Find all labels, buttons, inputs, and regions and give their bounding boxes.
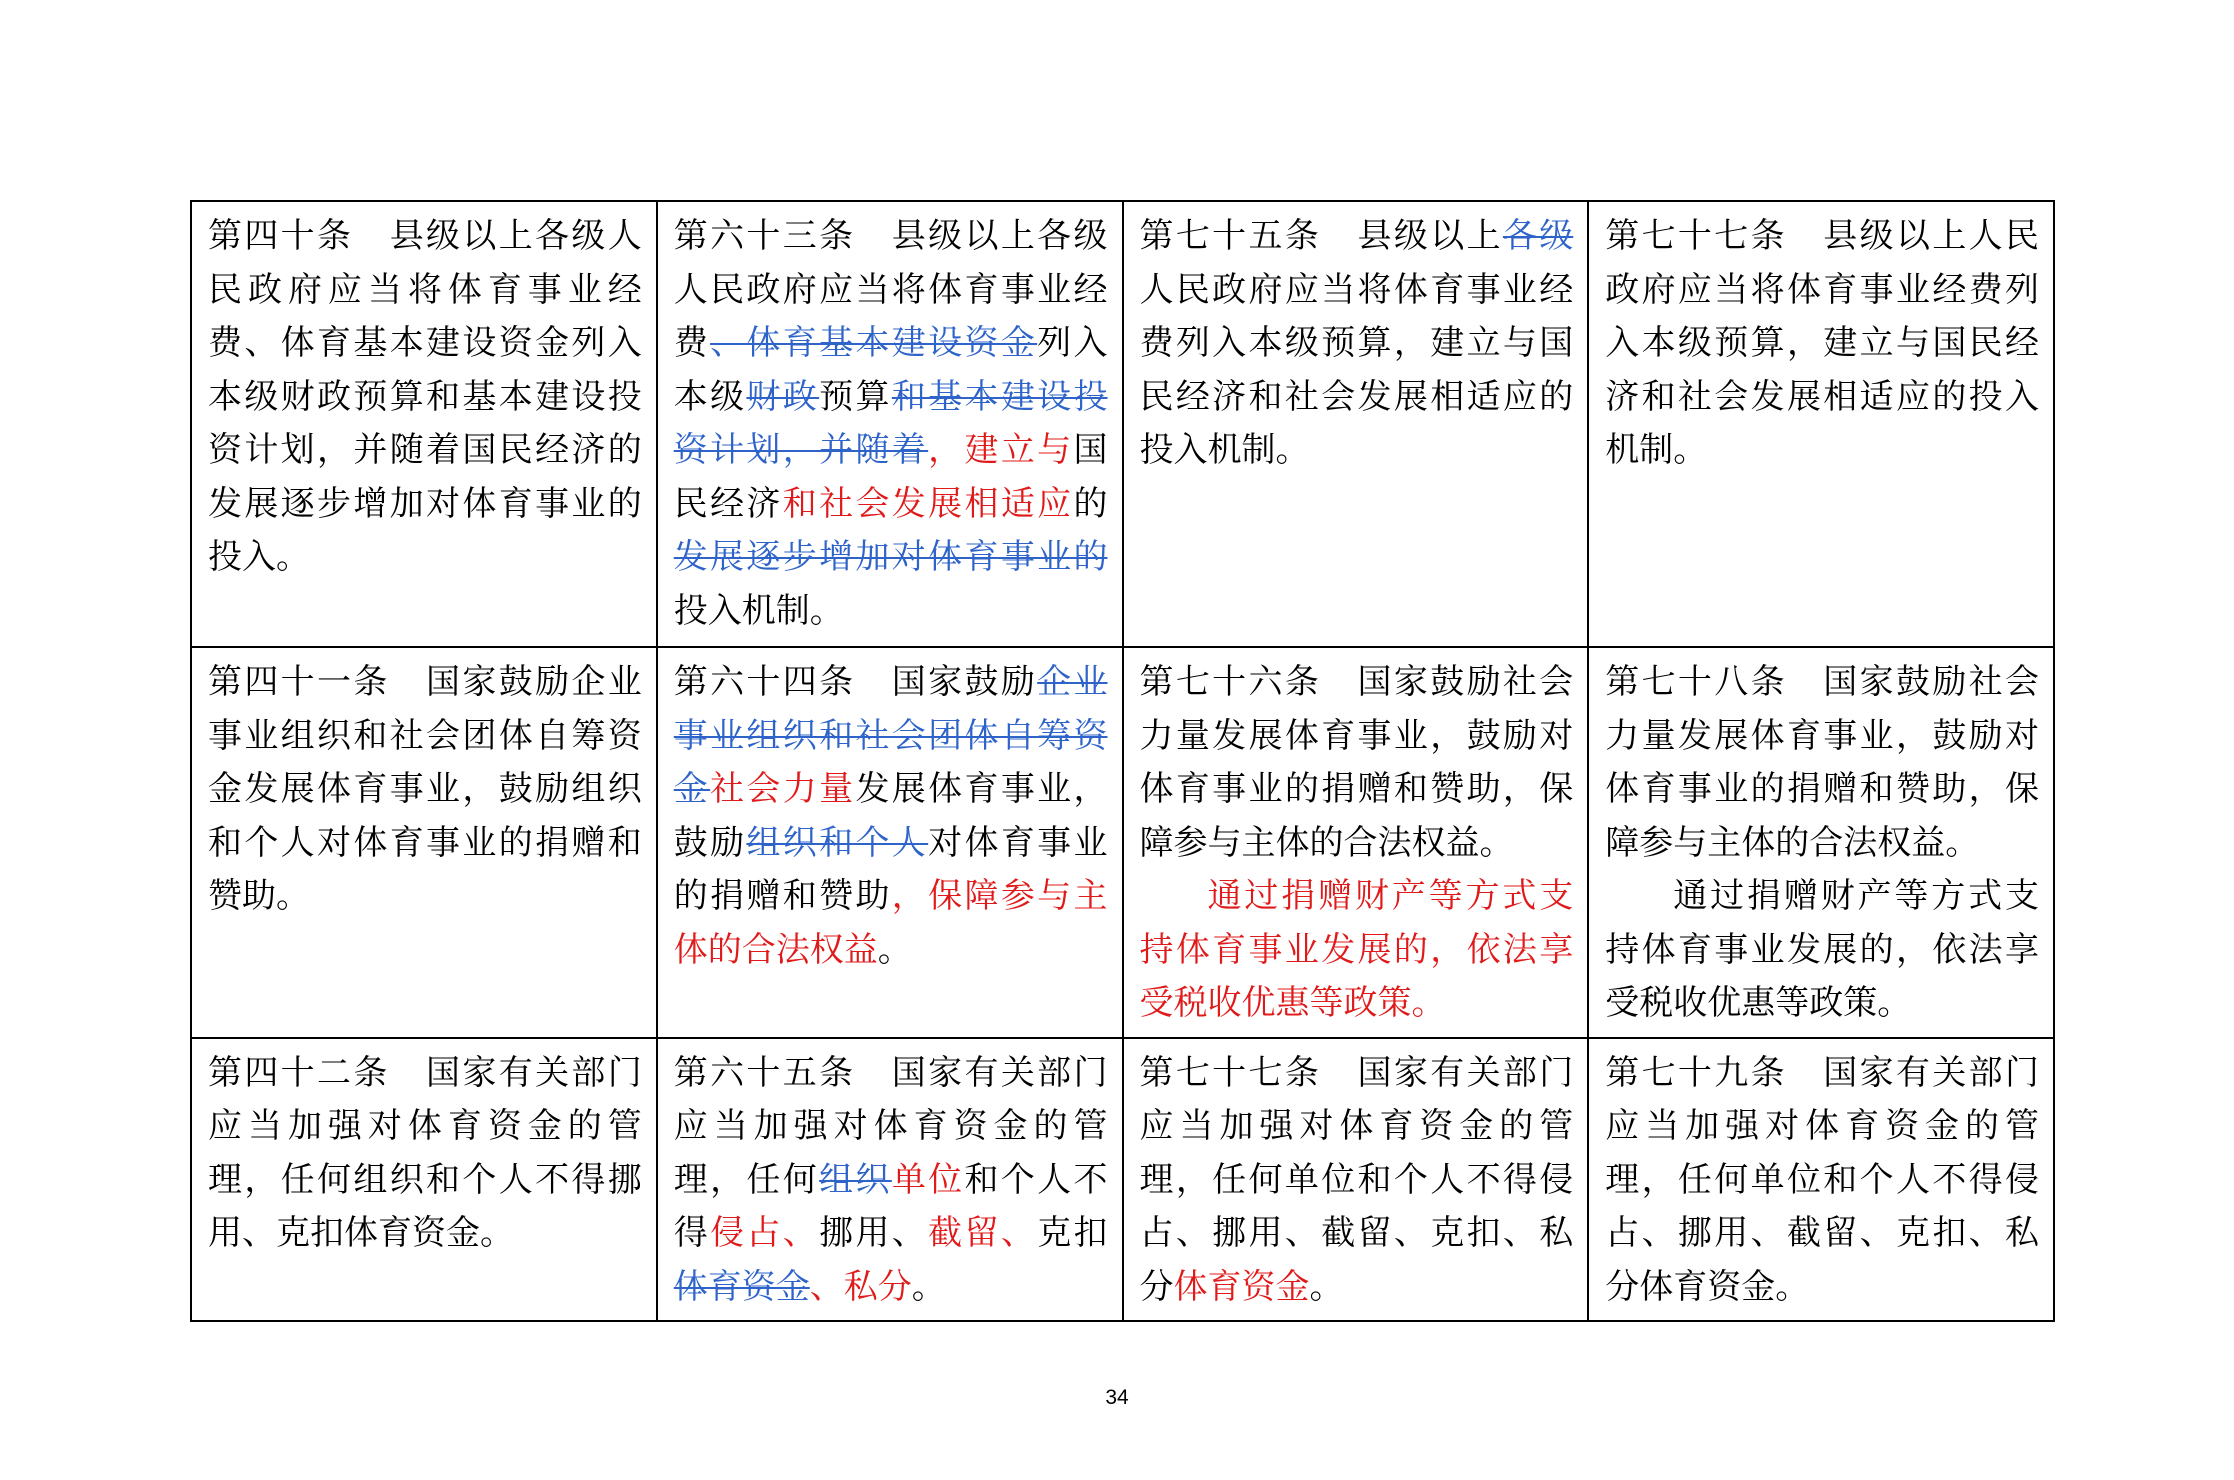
article-text: 。: [911, 1266, 946, 1307]
cell-paragraph: [208, 656, 642, 924]
deleted-text: 财政: [746, 376, 820, 417]
cell-final-article-77: [1588, 201, 2054, 647]
article-text: 第七十七条 国家有关部门应当加强对体育资金的管理，任何单位和个人不得侵占、挪用、截留、克扣、私分: [1139, 1052, 1574, 1307]
inserted-text: ，建立与: [928, 430, 1074, 470]
article-text: 对体育事业的捐赠和赞助: [673, 822, 1108, 916]
article-text: 投入机制。: [673, 590, 844, 631]
article-text: 第七十七条 县级以上人民政府应当将体育事业经费列入本级预算，建立与国民经济和社会发展相适应的投入机制。: [1605, 216, 2039, 470]
cell-draft-article-65: [657, 1038, 1123, 1322]
cell-paragraph: [208, 1047, 642, 1261]
cell-paragraph: [1140, 210, 1574, 478]
cell-original-article-42: [191, 1038, 657, 1322]
cell-paragraph: [1605, 1047, 2039, 1315]
deleted-text: 组织和个人: [746, 822, 929, 863]
inserted-text: 体育资金: [1173, 1266, 1310, 1307]
article-text: 第七十九条 国家有关部门应当加强对体育资金的管理，任何单位和个人不得侵占、挪用、截留、克扣、私分体育资金。: [1605, 1052, 2039, 1307]
cell-revision-article-75: [1123, 201, 1589, 647]
inserted-text: 社会力量: [710, 769, 856, 809]
cell-original-article-41: [191, 647, 657, 1038]
article-text: 。: [877, 929, 912, 970]
deleted-text: 发展逐步增加对体育事业的: [673, 537, 1108, 577]
article-text: 通过捐赠财产等方式支持体育事业发展的，依法享受税收优惠等政策。: [1605, 876, 2039, 1023]
article-text: 第七十六条 国家鼓励社会力量发展体育事业，鼓励对体育事业的捐赠和赞助，保障参与主体的合法权益。: [1139, 662, 1574, 863]
article-text: 。: [1309, 1266, 1344, 1307]
table-row: [191, 647, 2054, 1038]
cell-revision-article-76: [1123, 647, 1589, 1038]
article-text: 发展体育事业，鼓励: [673, 769, 1108, 863]
cell-paragraph: [674, 1047, 1108, 1315]
article-text: 第四十一条 国家鼓励企业事业组织和社会团体自筹资金发展体育事业，鼓励组织和个人对体育事业的捐赠和赞助。: [208, 662, 642, 916]
deleted-text: 和基本建设投资计划，并随着: [673, 376, 1108, 470]
inserted-text: 和社会发展相适应: [782, 483, 1074, 524]
cell-paragraph: [674, 656, 1108, 977]
article-text: 第四十二条 国家有关部门应当加强对体育资金的管理，任何组织和个人不得挪用、克扣体育资金。: [208, 1052, 642, 1253]
cell-original-article-40: [191, 201, 657, 647]
deleted-text: 各级: [1502, 216, 1574, 256]
article-text: 国民经济: [673, 430, 1108, 524]
article-text: 人民政府应当将体育事业经费列入本级预算，建立与国民经济和社会发展相适应的投入机制。: [1139, 269, 1574, 470]
cell-paragraph: [1605, 870, 2039, 1031]
table-row: [191, 1038, 2054, 1322]
cell-paragraph: [208, 210, 642, 585]
cell-paragraph: [1140, 656, 1574, 870]
article-text: 第七十八条 国家鼓励社会力量发展体育事业，鼓励对体育事业的捐赠和赞助，保障参与主体的合法权益。: [1605, 662, 2039, 863]
deleted-text: 企业事业组织和社会团体自筹资金: [673, 662, 1108, 809]
cell-paragraph: [1605, 210, 2039, 478]
inserted-text: 、私分: [809, 1266, 912, 1307]
article-text: 第六十五条 国家有关部门应当加强对体育资金的管理，任何: [673, 1052, 1108, 1200]
deleted-text: 、体育基本建设资金: [710, 323, 1038, 363]
article-text: 克扣: [1037, 1213, 1108, 1253]
article-text: 预算: [819, 376, 892, 417]
inserted-text: 单位: [891, 1159, 965, 1200]
article-text: 第四十条 县级以上各级人民政府应当将体育事业经费、体育基本建设资金列入本级财政预算和基本建设投资计划，并随着国民经济的发展逐步增加对体育事业的投入。: [208, 216, 642, 577]
page-number: 34: [1105, 1386, 1129, 1409]
inserted-text: 截留、: [928, 1213, 1038, 1253]
table-row: [191, 201, 2054, 647]
article-text: 第六十四条 国家鼓励: [673, 662, 1038, 702]
inserted-text: 侵占、: [710, 1213, 820, 1253]
article-text: 的: [1073, 483, 1108, 524]
cell-final-article-79: [1588, 1038, 2054, 1322]
article-text: 列入本级: [673, 323, 1108, 417]
article-text: 挪用、: [819, 1213, 929, 1253]
article-text: 和个人不得: [673, 1159, 1108, 1253]
cell-paragraph: [674, 210, 1108, 638]
cell-draft-article-63: [657, 201, 1123, 647]
cell-draft-article-64: [657, 647, 1123, 1038]
cell-paragraph: [1140, 1047, 1574, 1315]
cell-paragraph: [1605, 656, 2039, 870]
deleted-text: 体育资金: [673, 1266, 810, 1307]
deleted-text: 组织: [819, 1159, 892, 1200]
article-text: 第六十三条 县级以上各级人民政府应当将体育事业经费: [673, 216, 1108, 363]
article-text: 第七十五条 县级以上: [1139, 216, 1503, 256]
comparison-table: [190, 200, 2055, 1322]
cell-final-article-78: [1588, 647, 2054, 1038]
cell-revision-article-77: [1123, 1038, 1589, 1322]
cell-paragraph: [1140, 870, 1574, 1031]
inserted-text: ，保障参与主体的合法权益: [673, 876, 1108, 970]
inserted-text: 通过捐赠财产等方式支持体育事业发展的，依法享受税收优惠等政策。: [1139, 876, 1574, 1023]
